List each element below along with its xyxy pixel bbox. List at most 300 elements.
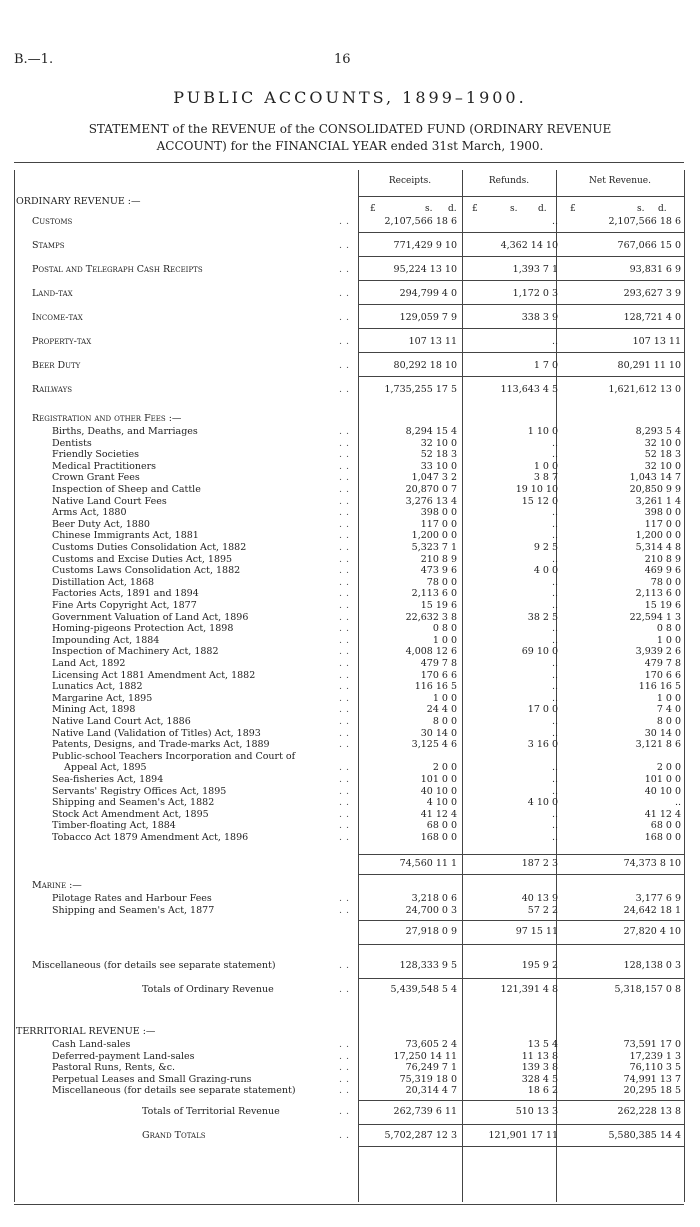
row-label: Deferred-payment Land-sales: [52, 1050, 195, 1062]
fee-row: [14, 426, 684, 438]
fee-row: [14, 716, 684, 728]
fee-row: [14, 704, 684, 716]
subtotal-rule: [462, 304, 556, 305]
subtotal-rule: [358, 328, 462, 329]
receipts-value: 4,008 12 6: [405, 646, 457, 658]
net-value: 20,295 18 5: [623, 1085, 681, 1097]
leader-dots: ..: [339, 669, 354, 681]
refunds-value: ..: [551, 530, 558, 542]
refunds-value: 1 0 0: [533, 460, 558, 472]
receipts-value: 170 6 6: [420, 669, 457, 681]
subtotal-rule: [556, 944, 684, 945]
row-label: Customs: [32, 216, 73, 227]
leader-dots: ..: [339, 716, 354, 727]
receipts-value: 32 10 0: [420, 437, 457, 449]
col-header-net: Net Revenue.: [589, 176, 651, 186]
row-label: Grand Totals: [142, 1130, 206, 1141]
leader-dots: ..: [339, 774, 354, 785]
net-value: 128,721 4 0: [623, 312, 681, 323]
leader-dots: ..: [339, 472, 354, 484]
subtotal-rule: [358, 304, 462, 305]
territorial-total-row: [14, 1106, 684, 1118]
refunds-value: 4,362 14 10: [500, 240, 558, 251]
leader-dots: ..: [339, 588, 354, 600]
row-label: Beer Duty: [32, 360, 81, 371]
fees-subtotal-row: [14, 858, 684, 870]
row-label: Shipping and Seamen's Act, 1877: [52, 905, 215, 916]
leader-dots: ..: [339, 739, 354, 751]
row-label: Tobacco Act 1879 Amendment Act, 1896: [52, 832, 249, 843]
row-label: Servants' Registry Offices Act, 1895: [52, 785, 227, 797]
ordinary-row: [14, 360, 684, 372]
refunds-value: ..: [551, 576, 558, 588]
subtotal-rule: [462, 854, 556, 855]
leader-dots: ..: [339, 384, 354, 395]
receipts-value: 1,200 0 0: [411, 530, 457, 542]
fee-row: [14, 496, 684, 508]
fee-row: [14, 635, 684, 647]
receipts-value: 33 10 0: [420, 460, 457, 472]
fee-row: [14, 797, 684, 809]
leader-dots: ..: [339, 530, 354, 542]
refunds-value: 1,172 0 3: [512, 288, 558, 299]
row-label: Inspection of Sheep and Cattle: [52, 484, 201, 495]
page-number: 16: [334, 52, 351, 67]
row-label: Factories Acts, 1891 and 1894: [52, 588, 199, 600]
fee-row: [14, 728, 684, 740]
page-title: PUBLIC ACCOUNTS, 1899–1900.: [173, 88, 527, 107]
receipts-value: 210 8 9: [420, 553, 457, 565]
fee-row: [14, 507, 684, 519]
leader-dots: ..: [339, 984, 354, 995]
leader-dots: ..: [339, 1062, 354, 1074]
refunds-value: 338 3 9: [521, 312, 558, 323]
fee-row: [14, 774, 684, 786]
net-value: 210 8 9: [644, 553, 681, 565]
subtotal-rule: [358, 280, 462, 281]
fee-row: [14, 658, 684, 670]
receipts-value: 15 19 6: [420, 600, 457, 611]
marine-row: [14, 893, 684, 905]
leader-dots: ..: [339, 437, 354, 449]
subtotal-rule: [462, 920, 556, 921]
refunds-value: 38 2 5: [527, 611, 558, 623]
row-label: Income-tax: [32, 312, 83, 323]
page-ref: B.—1.: [14, 52, 54, 67]
net-value: 15 19 6: [644, 600, 681, 611]
subtotal-rule: [462, 1124, 556, 1125]
subtotal-rule: [358, 920, 462, 921]
net-value: 40 10 0: [644, 785, 681, 797]
receipts-value: 5,439,548 5 4: [390, 984, 457, 995]
subtotal-rule: [556, 874, 684, 875]
row-label: Perpetual Leases and Small Grazing-runs: [52, 1073, 252, 1085]
leader-dots: ..: [339, 600, 354, 611]
leader-dots: ..: [339, 808, 354, 820]
row-label: Customs and Excise Duties Act, 1895: [52, 553, 233, 565]
refunds-value: ..: [551, 832, 558, 843]
refunds-value: ..: [551, 216, 558, 227]
row-label: Customs Laws Consolidation Act, 1882: [52, 565, 241, 577]
leader-dots: ..: [339, 312, 354, 323]
net-value: 24,642 18 1: [623, 905, 681, 916]
row-label: Friendly Societies: [52, 449, 139, 461]
net-value: 7 4 0: [656, 704, 681, 716]
refunds-value: ..: [551, 785, 558, 797]
net-value: 20,850 9 9: [629, 484, 681, 495]
receipts-value: 78 0 0: [426, 576, 457, 588]
subtotal-rule: [556, 854, 684, 855]
section-heading: TERRITORIAL REVENUE :—: [16, 1026, 156, 1037]
row-label: Customs Duties Consolidation Act, 1882: [52, 542, 247, 553]
refunds-value: 19 10 10: [515, 484, 558, 495]
subtotal-rule: [556, 1100, 684, 1101]
row-label: Native Land Court Act, 1886: [52, 716, 191, 727]
refunds-value: 11 13 8: [521, 1050, 558, 1062]
refunds-value: ..: [551, 716, 558, 727]
receipts-value: 4 10 0: [426, 797, 457, 809]
row-label: Railways: [32, 384, 73, 395]
fee-row: [14, 577, 684, 589]
subtotal-rule: [358, 232, 462, 233]
marine-row: [14, 905, 684, 917]
row-label: Distillation Act, 1868: [52, 576, 155, 588]
receipts-value: 74,560 11 1: [399, 858, 457, 869]
subtotal-rule: [462, 1146, 556, 1147]
refunds-value: 1,393 7 1: [512, 264, 558, 275]
ordinary-row: [14, 288, 684, 300]
net-value: 27,820 4 10: [623, 926, 681, 937]
subtotal-rule: [462, 1100, 556, 1101]
fee-row: [14, 519, 684, 531]
leader-dots: ..: [339, 484, 354, 495]
leader-dots: ..: [339, 762, 354, 774]
net-value: 22,594 1 3: [629, 611, 681, 623]
refunds-value: 69 10 0: [521, 646, 558, 658]
net-value: 78 0 0: [650, 576, 681, 588]
row-label: Inspection of Machinery Act, 1882: [52, 646, 219, 658]
refunds-value: ..: [551, 820, 558, 832]
receipts-value: 5,702,287 12 3: [384, 1130, 457, 1141]
ordinary-row: [14, 384, 684, 396]
leader-dots: ..: [339, 542, 354, 553]
row-label: Licensing Act 1881 Amendment Act, 1882: [52, 669, 256, 681]
leader-dots: ..: [339, 1130, 354, 1141]
refunds-value: ..: [551, 762, 558, 774]
receipts-value: 479 7 8: [420, 658, 457, 669]
grand-total-row: [14, 1130, 684, 1142]
fee-row: [14, 751, 684, 763]
subtotal-rule: [556, 304, 684, 305]
refunds-value: 121,901 17 11: [488, 1130, 558, 1141]
net-value: 32 10 0: [644, 460, 681, 472]
fee-row: [14, 693, 684, 705]
unit-pound: £: [570, 204, 576, 214]
subtotal-rule: [358, 978, 462, 979]
marine-subtotal-row: [14, 926, 684, 938]
net-value: 68 0 0: [650, 820, 681, 832]
fee-row: [14, 438, 684, 450]
statement-line-1: STATEMENT of the REVENUE of the CONSOLIDATED FUND (ORDINARY REVENUE: [88, 122, 612, 136]
subtotal-rule: [462, 328, 556, 329]
net-value: 93,831 6 9: [629, 264, 681, 275]
refunds-value: 195 9 2: [521, 960, 558, 971]
leader-dots: ..: [339, 264, 354, 275]
refunds-value: ..: [551, 336, 558, 347]
leader-dots: ..: [339, 1039, 354, 1050]
net-value: 32 10 0: [644, 437, 681, 449]
misc-row: [14, 960, 684, 972]
leader-dots: ..: [339, 797, 354, 809]
receipts-value: 24 4 0: [426, 704, 457, 716]
fee-row: [14, 623, 684, 635]
receipts-value: 8,294 15 4: [405, 426, 457, 437]
territorial-row: [14, 1051, 684, 1063]
table-bottom-rule: [14, 1204, 684, 1205]
net-value: 101 0 0: [644, 774, 681, 785]
subtotal-rule: [462, 256, 556, 257]
receipts-value: 473 9 6: [420, 565, 457, 577]
row-label: Appeal Act, 1895: [64, 762, 147, 774]
refunds-value: ..: [551, 727, 558, 739]
fee-row: [14, 681, 684, 693]
row-label: Dentists: [52, 437, 92, 449]
leader-dots: ..: [339, 1050, 354, 1062]
subtotal-rule: [556, 978, 684, 979]
receipts-value: 2,113 6 0: [411, 588, 457, 600]
refunds-value: 15 12 0: [521, 495, 558, 507]
row-label: Beer Duty Act, 1880: [52, 518, 150, 530]
row-label: Impounding Act, 1884: [52, 634, 160, 646]
leader-dots: ..: [339, 681, 354, 693]
fee-row: [14, 670, 684, 682]
net-value: 1,200 0 0: [635, 530, 681, 542]
fee-row: [14, 832, 684, 844]
subtotal-rule: [556, 280, 684, 281]
net-value: 767,066 15 0: [617, 240, 681, 251]
fee-row: [14, 565, 684, 577]
receipts-value: 17,250 14 11: [393, 1050, 457, 1062]
receipts-value: 22,632 3 8: [405, 611, 457, 623]
receipts-value: 2,107,566 18 6: [384, 216, 457, 227]
row-label: Medical Practitioners: [52, 460, 157, 472]
receipts-value: 3,125 4 6: [411, 739, 457, 751]
row-label: Government Valuation of Land Act, 1896: [52, 611, 249, 623]
row-label: Land Act, 1892: [52, 658, 126, 669]
refunds-value: ..: [551, 588, 558, 600]
receipts-value: 101 0 0: [420, 774, 457, 785]
leader-dots: ..: [339, 216, 354, 227]
net-value: 0 8 0: [656, 623, 681, 635]
fee-row: [14, 484, 684, 496]
refunds-value: 113,643 4 5: [500, 384, 558, 395]
refunds-value: 3 8 7: [533, 472, 558, 484]
receipts-value: 30 14 0: [420, 727, 457, 739]
fee-row: [14, 461, 684, 473]
refunds-value: ..: [551, 774, 558, 785]
row-label: Postal and Telegraph Cash Receipts: [32, 264, 203, 275]
leader-dots: ..: [339, 905, 354, 916]
net-value: 41 12 4: [644, 808, 681, 820]
refunds-value: ..: [551, 634, 558, 646]
receipts-value: 73,605 2 4: [405, 1039, 457, 1050]
leader-dots: ..: [339, 646, 354, 658]
leader-dots: ..: [339, 785, 354, 797]
fee-row: [14, 530, 684, 542]
net-value: 17,239 1 3: [629, 1050, 681, 1062]
receipts-value: 76,249 7 1: [405, 1062, 457, 1074]
unit-d: d.: [448, 204, 457, 214]
net-value: 398 0 0: [644, 507, 681, 519]
net-value: 1 0 0: [656, 634, 681, 646]
leader-dots: ..: [339, 1085, 354, 1097]
row-label: Fine Arts Copyright Act, 1877: [52, 600, 197, 611]
receipts-value: 8 0 0: [432, 716, 457, 727]
refunds-value: 121,391 4 8: [500, 984, 558, 995]
fee-row: [14, 612, 684, 624]
unit-s: s.: [510, 204, 518, 214]
net-value: 52 18 3: [644, 449, 681, 461]
fee-row: [14, 449, 684, 461]
refunds-value: ..: [551, 437, 558, 449]
frame-right: [684, 170, 685, 1202]
refunds-value: ..: [551, 681, 558, 693]
net-value: 8,293 5 4: [635, 426, 681, 437]
subtotal-rule: [462, 874, 556, 875]
subtotal-rule: [358, 352, 462, 353]
leader-dots: ..: [339, 704, 354, 716]
unit-d: d.: [538, 204, 547, 214]
leader-dots: ..: [339, 240, 354, 251]
fee-row: [14, 820, 684, 832]
col-header-refunds: Refunds.: [488, 176, 530, 186]
net-value: 107 13 11: [632, 336, 681, 347]
refunds-value: 40 13 9: [521, 893, 558, 904]
row-label: Public-school Teachers Incorporation and Court of: [52, 750, 296, 762]
row-label: Totals of Ordinary Revenue: [142, 984, 274, 995]
refunds-value: 4 0 0: [533, 565, 558, 577]
subtotal-rule: [556, 1124, 684, 1125]
receipts-value: 41 12 4: [420, 808, 457, 820]
unit-s: s.: [425, 204, 433, 214]
fee-row: [14, 588, 684, 600]
refunds-value: 1 10 0: [527, 426, 558, 437]
leader-dots: ..: [339, 611, 354, 623]
refunds-value: 13 5 4: [527, 1039, 558, 1050]
territorial-row: [14, 1074, 684, 1086]
row-label: Property-tax: [32, 336, 92, 347]
refunds-value: 328 4 5: [521, 1073, 558, 1085]
row-label: Cash Land-sales: [52, 1039, 131, 1050]
ordinary-row: [14, 336, 684, 348]
net-value: ..: [674, 797, 681, 809]
leader-dots: ..: [339, 360, 354, 371]
row-label: Crown Grant Fees: [52, 472, 140, 484]
receipts-value: 168 0 0: [420, 832, 457, 843]
receipts-value: 24,700 0 3: [405, 905, 457, 916]
net-value: 74,991 13 7: [623, 1073, 681, 1085]
ordinary-row: [14, 240, 684, 252]
fee-row: [14, 600, 684, 612]
row-label: Pilotage Rates and Harbour Fees: [52, 893, 212, 904]
receipts-value: 1 0 0: [432, 692, 457, 704]
subtotal-rule: [462, 978, 556, 979]
section-heading: Marine :—: [32, 880, 82, 891]
refunds-value: ..: [551, 658, 558, 669]
row-label: Mining Act, 1898: [52, 704, 136, 716]
net-value: 3,261 1 4: [635, 495, 681, 507]
refunds-value: 139 3 8: [521, 1062, 558, 1074]
refunds-value: ..: [551, 692, 558, 704]
leader-dots: ..: [339, 553, 354, 565]
territorial-row: [14, 1062, 684, 1074]
subtotal-rule: [358, 1124, 462, 1125]
subtotal-rule: [358, 376, 462, 377]
net-value: 170 6 6: [644, 669, 681, 681]
row-label: Stock Act Amendment Act, 1895: [52, 808, 209, 820]
row-label: Native Land (Validation of Titles) Act, 1893: [52, 727, 261, 739]
receipts-value: 294,799 4 0: [399, 288, 457, 299]
col-header-receipts: Receipts.: [388, 176, 432, 186]
row-label: Lunatics Act, 1882: [52, 681, 143, 693]
row-label: Land-tax: [32, 288, 73, 299]
net-value: 116 16 5: [638, 681, 681, 693]
subtotal-rule: [556, 232, 684, 233]
receipts-value: 2 0 0: [432, 762, 457, 774]
leader-dots: ..: [339, 658, 354, 669]
receipts-value: 117 0 0: [420, 518, 457, 530]
refunds-value: 18 6 2: [527, 1085, 558, 1097]
subtotal-rule: [556, 376, 684, 377]
leader-dots: ..: [339, 565, 354, 577]
unit-pound: £: [370, 204, 376, 214]
leader-dots: ..: [339, 518, 354, 530]
subtotal-rule: [358, 1100, 462, 1101]
receipts-value: 5,323 7 1: [411, 542, 457, 553]
receipts-value: 1,047 3 2: [411, 472, 457, 484]
ordinary-row: [14, 216, 684, 228]
refunds-value: 9 2 5: [533, 542, 558, 553]
receipts-value: 1,735,255 17 5: [384, 384, 457, 395]
net-value: 2,113 6 0: [635, 588, 681, 600]
net-value: 2,107,566 18 6: [608, 216, 681, 227]
receipts-value: 129,059 7 9: [399, 312, 457, 323]
subtotal-rule: [462, 232, 556, 233]
fee-row: [14, 554, 684, 566]
subtotal-rule: [358, 874, 462, 875]
leader-dots: ..: [339, 460, 354, 472]
subtotal-rule: [358, 1146, 462, 1147]
subtotal-rule: [462, 352, 556, 353]
net-value: 5,314 4 8: [635, 542, 681, 553]
receipts-value: 68 0 0: [426, 820, 457, 832]
subtotal-rule: [358, 854, 462, 855]
receipts-value: 1 0 0: [432, 634, 457, 646]
row-label: Miscellaneous (for details see separate statement): [32, 960, 276, 971]
fee-row: [14, 472, 684, 484]
subtotal-rule: [556, 352, 684, 353]
row-label: Arms Act, 1880: [52, 507, 127, 519]
receipts-value: 107 13 11: [408, 336, 457, 347]
leader-dots: ..: [339, 623, 354, 635]
net-value: 5,580,385 14 4: [608, 1130, 681, 1141]
refunds-value: ..: [551, 669, 558, 681]
leader-dots: ..: [339, 507, 354, 519]
row-label: Chinese Immigrants Act, 1881: [52, 530, 199, 542]
refunds-value: ..: [551, 449, 558, 461]
fee-row: [14, 762, 684, 774]
net-value: 74,373 8 10: [623, 858, 681, 869]
